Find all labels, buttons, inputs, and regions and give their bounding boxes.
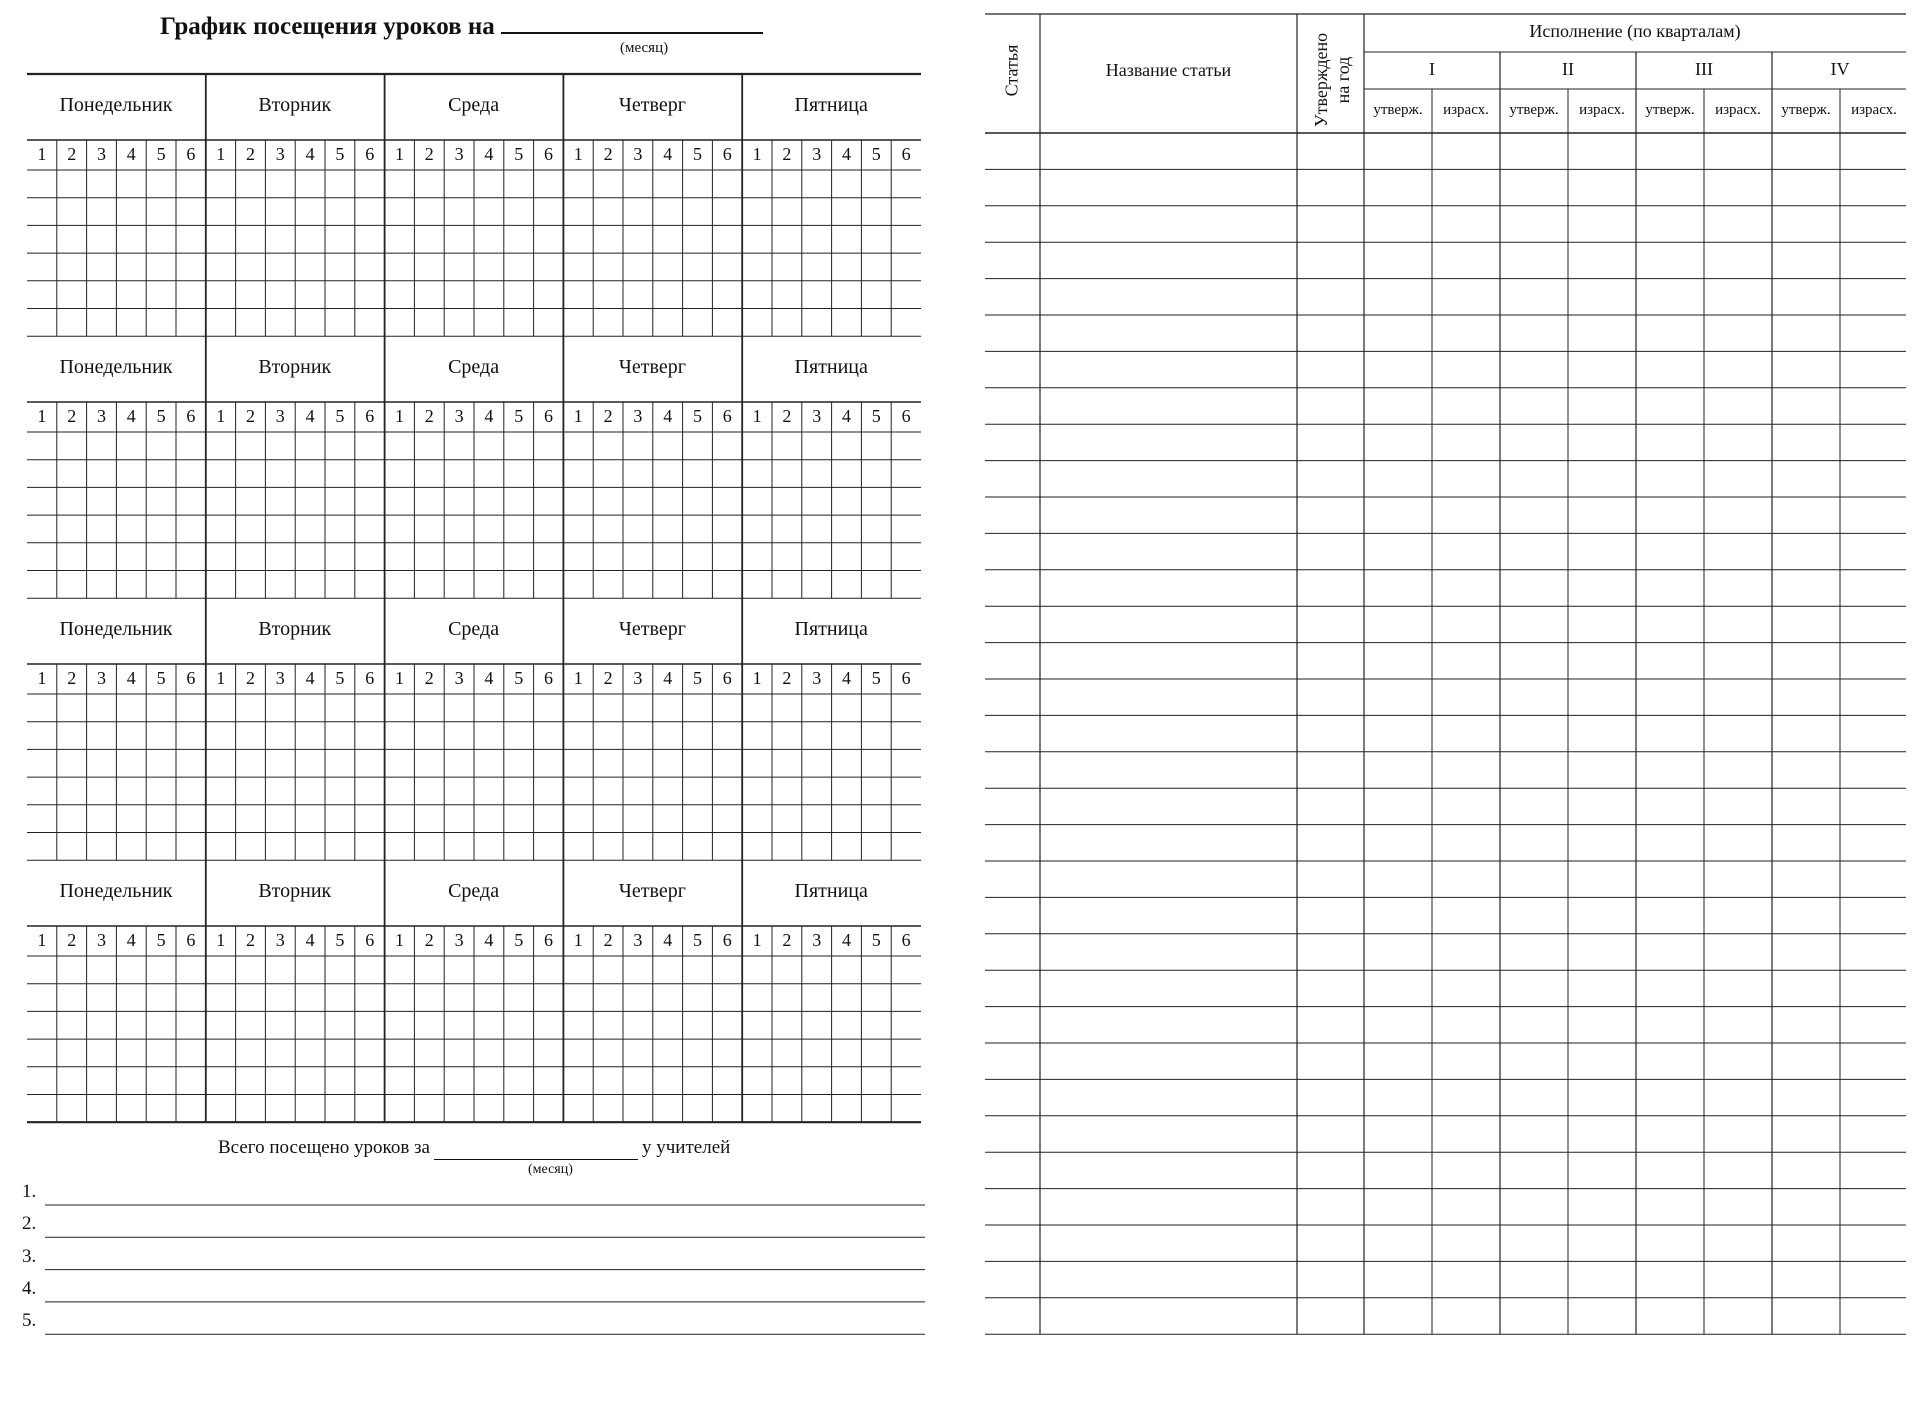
lesson-number: 1 [752, 406, 762, 426]
lesson-number: 6 [543, 406, 553, 426]
lesson-number: 6 [901, 930, 911, 950]
lesson-number: 4 [663, 406, 673, 426]
lesson-number: 1 [394, 406, 404, 426]
lesson-number: 1 [216, 144, 226, 164]
lesson-number: 5 [514, 406, 524, 426]
lesson-number: 4 [484, 668, 494, 688]
lesson-number: 3 [454, 144, 464, 164]
lesson-number: 4 [484, 930, 494, 950]
day-name-4: Четверг [618, 880, 686, 902]
lesson-number: 2 [424, 406, 434, 426]
lesson-number: 3 [633, 406, 643, 426]
budget-table-lines [960, 0, 1920, 1406]
approved-line-1: Утверждено [1311, 32, 1331, 128]
day-name-3: Среда [448, 880, 500, 902]
lesson-number: 2 [245, 406, 255, 426]
lesson-number: 6 [365, 144, 375, 164]
lesson-number: 4 [841, 930, 851, 950]
lesson-number: 1 [752, 930, 762, 950]
quarter-label-3: III [1695, 59, 1713, 79]
lesson-number: 4 [841, 406, 851, 426]
lesson-number: 6 [186, 668, 196, 688]
lesson-number: 1 [37, 930, 47, 950]
lesson-number: 1 [37, 144, 47, 164]
lesson-number: 5 [514, 668, 524, 688]
lesson-number: 2 [245, 668, 255, 688]
lesson-number: 3 [275, 668, 285, 688]
lesson-number: 3 [96, 668, 106, 688]
lesson-number: 6 [186, 406, 196, 426]
footer-text-before: Всего посещено уроков за [218, 1137, 430, 1158]
lesson-number: 2 [603, 930, 613, 950]
lesson-number: 2 [67, 144, 77, 164]
lesson-number: 5 [335, 406, 345, 426]
lesson-number: 1 [394, 668, 404, 688]
lesson-number: 2 [603, 144, 613, 164]
lesson-number: 4 [663, 930, 673, 950]
lesson-number: 5 [692, 144, 702, 164]
lesson-number: 4 [484, 144, 494, 164]
lesson-number: 2 [245, 144, 255, 164]
column-header-approved [1310, 28, 1354, 132]
lesson-number: 5 [156, 144, 166, 164]
lesson-number: 5 [871, 406, 881, 426]
column-header-execution: Исполнение (по кварталам) [1529, 21, 1741, 41]
lesson-number: 3 [633, 930, 643, 950]
day-name-2: Вторник [258, 94, 332, 116]
sub-header-approved: утверж. [1509, 102, 1559, 118]
lesson-number: 5 [692, 668, 702, 688]
lesson-number: 3 [275, 930, 285, 950]
lesson-number: 5 [871, 930, 881, 950]
lesson-number: 2 [782, 406, 792, 426]
teacher-line-label: 1. [22, 1181, 37, 1202]
day-name-3: Среда [448, 618, 500, 640]
lesson-number: 5 [514, 930, 524, 950]
day-name-5: Пятница [794, 356, 868, 378]
sub-header-spent: израсх. [1851, 102, 1897, 118]
lesson-number: 5 [871, 668, 881, 688]
lesson-number: 3 [454, 930, 464, 950]
lesson-number: 4 [663, 144, 673, 164]
day-name-2: Вторник [258, 356, 332, 378]
day-name-5: Пятница [794, 880, 868, 902]
lesson-number: 5 [156, 668, 166, 688]
lesson-number: 3 [812, 144, 822, 164]
lesson-number: 2 [67, 668, 77, 688]
lesson-number: 6 [543, 144, 553, 164]
lesson-number: 4 [126, 144, 136, 164]
lesson-number: 6 [722, 930, 732, 950]
teacher-line-label: 2. [22, 1213, 37, 1235]
lesson-number: 4 [126, 406, 136, 426]
lesson-number: 6 [722, 668, 732, 688]
page-title-text: График посещения уроков на [160, 13, 495, 40]
lesson-number: 3 [275, 406, 285, 426]
lesson-number: 5 [335, 668, 345, 688]
sub-header-approved: утверж. [1645, 102, 1695, 118]
lesson-number: 1 [216, 406, 226, 426]
lesson-number: 2 [245, 930, 255, 950]
lesson-number: 1 [752, 144, 762, 164]
lesson-number: 2 [782, 930, 792, 950]
lesson-number: 1 [394, 144, 404, 164]
lesson-number: 6 [901, 668, 911, 688]
day-name-5: Пятница [794, 618, 868, 640]
lesson-number: 4 [841, 144, 851, 164]
approved-line-2: на год [1333, 56, 1353, 104]
lesson-number: 1 [573, 406, 583, 426]
sub-header-approved: утверж. [1781, 102, 1831, 118]
lesson-number: 4 [484, 406, 494, 426]
lesson-number: 6 [186, 930, 196, 950]
lesson-number: 6 [365, 930, 375, 950]
sub-header-spent: израсх. [1579, 102, 1625, 118]
day-name-1: Понедельник [59, 880, 173, 902]
day-name-1: Понедельник [59, 356, 173, 378]
column-header-article: Статья [1001, 44, 1022, 97]
day-name-3: Среда [448, 356, 500, 378]
teacher-line-label: 3. [22, 1245, 37, 1267]
lesson-number: 5 [514, 144, 524, 164]
lesson-number: 4 [126, 668, 136, 688]
lesson-number: 1 [573, 668, 583, 688]
lesson-number: 1 [37, 406, 47, 426]
lesson-number: 3 [275, 144, 285, 164]
day-name-5: Пятница [794, 94, 868, 116]
lesson-number: 1 [394, 930, 404, 950]
lesson-number: 6 [901, 406, 911, 426]
lesson-number: 4 [305, 930, 315, 950]
lesson-number: 2 [782, 144, 792, 164]
lesson-number: 5 [335, 144, 345, 164]
day-name-3: Среда [448, 94, 500, 116]
lesson-number: 3 [96, 930, 106, 950]
quarter-label-2: II [1562, 59, 1574, 79]
lesson-number: 2 [424, 930, 434, 950]
day-name-4: Четверг [618, 356, 686, 378]
lesson-number: 5 [156, 930, 166, 950]
lesson-number: 6 [543, 668, 553, 688]
lesson-number: 6 [365, 668, 375, 688]
lesson-number: 1 [37, 668, 47, 688]
quarter-label-1: I [1429, 59, 1435, 79]
lesson-number: 3 [454, 406, 464, 426]
sub-header-approved: утверж. [1373, 102, 1423, 118]
lesson-number: 6 [543, 930, 553, 950]
teacher-line-label: 4. [22, 1277, 37, 1299]
lesson-number: 2 [782, 668, 792, 688]
lesson-number: 6 [365, 406, 375, 426]
footer-month-caption: (месяц) [528, 1162, 573, 1177]
lesson-number: 5 [871, 144, 881, 164]
lesson-number: 5 [335, 930, 345, 950]
column-header-name: Название статьи [1105, 60, 1232, 80]
lesson-number: 3 [812, 930, 822, 950]
lesson-number: 4 [305, 144, 315, 164]
lesson-number: 4 [126, 930, 136, 950]
lesson-number: 4 [305, 668, 315, 688]
lesson-number: 3 [96, 406, 106, 426]
lesson-number: 2 [67, 930, 77, 950]
day-name-4: Четверг [618, 618, 686, 640]
lesson-number: 2 [67, 406, 77, 426]
lesson-number: 1 [573, 144, 583, 164]
lesson-number: 6 [186, 144, 196, 164]
day-name-4: Четверг [618, 94, 686, 116]
day-name-2: Вторник [258, 880, 332, 902]
lesson-number: 3 [96, 144, 106, 164]
lesson-number: 3 [812, 406, 822, 426]
lesson-number: 3 [633, 144, 643, 164]
teacher-line-label: 5. [22, 1310, 37, 1332]
lesson-number: 2 [424, 144, 434, 164]
day-name-1: Понедельник [59, 94, 173, 116]
lesson-number: 4 [305, 406, 315, 426]
lesson-number: 6 [722, 144, 732, 164]
lesson-number: 6 [722, 406, 732, 426]
budget-execution-page [960, 0, 1920, 1406]
quarter-label-4: IV [1830, 59, 1850, 79]
lesson-number: 6 [901, 144, 911, 164]
lesson-number: 4 [663, 668, 673, 688]
lesson-number: 1 [216, 668, 226, 688]
lesson-number: 2 [603, 668, 613, 688]
day-name-2: Вторник [258, 618, 332, 640]
lesson-number: 5 [156, 406, 166, 426]
lesson-number: 5 [692, 406, 702, 426]
lesson-number: 2 [424, 668, 434, 688]
lesson-number: 1 [752, 668, 762, 688]
lesson-number: 3 [454, 668, 464, 688]
lesson-number: 3 [812, 668, 822, 688]
footer-text-after: у учителей [642, 1137, 731, 1158]
sub-header-spent: израсх. [1443, 102, 1489, 118]
lesson-number: 2 [603, 406, 613, 426]
lesson-number: 1 [573, 930, 583, 950]
sub-header-spent: израсх. [1715, 102, 1761, 118]
lesson-number: 3 [633, 668, 643, 688]
day-name-1: Понедельник [59, 618, 173, 640]
lesson-number: 1 [216, 930, 226, 950]
month-caption: (месяц) [620, 40, 669, 56]
lesson-number: 5 [692, 930, 702, 950]
lesson-number: 4 [841, 668, 851, 688]
